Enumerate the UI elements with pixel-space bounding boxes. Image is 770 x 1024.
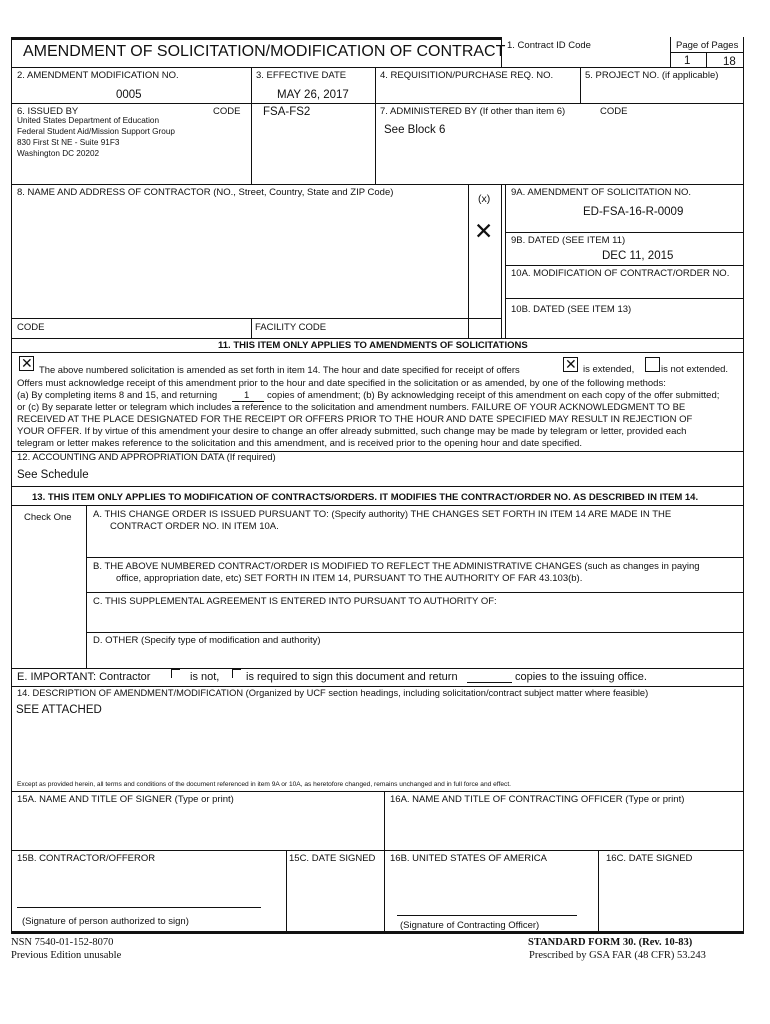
issuer-address-line: 830 First St NE - Suite 91F3 <box>17 138 120 147</box>
issuer-code: FSA-FS2 <box>263 106 311 118</box>
page-number: 1 <box>684 55 691 67</box>
rule <box>706 52 707 68</box>
nsn-number: NSN 7540-01-152-8070 <box>11 937 114 948</box>
is-required-label: is required to sign this document and return <box>246 671 458 683</box>
rule <box>251 318 252 338</box>
rule <box>384 791 385 933</box>
check-mark-icon: ✕ <box>21 355 33 371</box>
rule <box>86 592 744 593</box>
not-extended-label: is not extended. <box>661 364 729 375</box>
accounting-label: 12. ACCOUNTING AND APPROPRIATION DATA (If required) <box>17 452 276 463</box>
date-signed-15c-label: 15C. DATE SIGNED <box>289 853 376 864</box>
rule <box>286 850 287 933</box>
administered-code-label: CODE <box>600 106 628 117</box>
bottom-border <box>11 931 744 934</box>
item13-c-text: C. THIS SUPPLEMENTAL AGREEMENT IS ENTERED INTO PURSUANT TO AUTHORITY OF: <box>93 596 497 607</box>
copies-value: 1 <box>244 390 250 401</box>
effective-date: MAY 26, 2017 <box>277 89 349 101</box>
rule <box>11 318 501 319</box>
is-extended-label: is extended, <box>583 364 635 375</box>
officer-signature-line[interactable] <box>397 915 577 916</box>
rule <box>86 505 87 668</box>
page-total: 18 <box>723 56 736 68</box>
code-label: CODE <box>17 322 45 333</box>
item11-text: RECEIVED AT THE PLACE DESIGNATED FOR THE RECEIPT OR OFFERS PRIOR TO THE HOUR AND DATE SPECIFIED MAY RESULT IN REJECTION OF <box>17 414 693 425</box>
rule <box>468 184 469 338</box>
item11-text: telegram or letter makes reference to the solicitation and this amendment, and is received prior to the opening hour and date specified. <box>17 438 583 449</box>
signature-officer-caption: (Signature of Contracting Officer) <box>400 920 540 931</box>
issuer-address-line: United States Department of Education <box>17 116 159 125</box>
prescribed-by: Prescribed by GSA FAR (48 CFR) 53.243 <box>529 950 706 961</box>
rule <box>11 850 744 851</box>
code-label: CODE <box>213 106 241 117</box>
copies-tail: copies to the issuing office. <box>515 671 647 683</box>
usa-label: 16B. UNITED STATES OF AMERICA <box>390 853 547 864</box>
rule <box>505 184 506 338</box>
top-border <box>11 37 501 40</box>
check-one-label: Check One <box>24 512 72 523</box>
facility-code-label: FACILITY CODE <box>255 322 327 333</box>
rule <box>505 265 744 266</box>
check-mark-icon: ✕ <box>565 356 577 372</box>
officer-name-label: 16A. NAME AND TITLE OF CONTRACTING OFFICER (Type or print) <box>390 794 685 805</box>
description-value: SEE ATTACHED <box>16 704 102 716</box>
item13-a-text: A. THIS CHANGE ORDER IS ISSUED PURSUANT TO: (Specify authority) THE CHANGES SET FORTH IN ITEM 14 ARE MADE IN THE <box>93 509 672 520</box>
x-mark-icon: ✕ <box>474 218 494 244</box>
rule <box>11 184 744 185</box>
item13-a-text: CONTRACT ORDER NO. IN ITEM 10A. <box>110 521 279 532</box>
item13-d-text: D. OTHER (Specify type of modification and authority) <box>93 635 321 646</box>
amendment-no-label: 2. AMENDMENT MODIFICATION NO. <box>17 70 179 81</box>
right-border <box>743 37 744 933</box>
rule <box>86 632 744 633</box>
not-extended-checkbox[interactable] <box>645 357 660 372</box>
item11-heading: 11. THIS ITEM ONLY APPLIES TO AMENDMENTS OF SOLICITATIONS <box>218 340 528 351</box>
previous-edition: Previous Edition unusable <box>11 950 122 961</box>
rule <box>11 668 744 669</box>
rule <box>598 850 599 933</box>
pages-label: Page of Pages <box>676 40 739 51</box>
rule <box>580 67 581 103</box>
rule <box>11 338 744 339</box>
dated-9b-label: 9B. DATED (SEE ITEM 11) <box>511 235 626 246</box>
rule <box>11 791 744 792</box>
item11-text: copies of amendment; (b) By acknowledging receipt of this amendment on each copy of the offer submitted; <box>267 390 720 401</box>
item13-b-text: B. THE ABOVE NUMBERED CONTRACT/ORDER IS MODIFIED TO REFLECT THE ADMINISTRATIVE CHANGES (such as changes in paying <box>93 561 700 572</box>
date-signed-16c-label: 16C. DATE SIGNED <box>606 853 693 864</box>
item13-b-text: office, appropriation date, etc) SET FORTH IN ITEM 14, PURSUANT TO THE AUTHORITY OF FAR 43.103(b). <box>116 573 583 584</box>
mod-contract-label: 10A. MODIFICATION OF CONTRACT/ORDER NO. <box>511 268 730 279</box>
form-number: STANDARD FORM 30. (Rev. 10-83) <box>528 937 693 948</box>
item11-text: YOUR OFFER. If by virtue of this amendment your desire to change an offer already submitted, such change may be made by telegram or letter, provided each <box>17 426 687 437</box>
contract-id-label: 1. Contract ID Code <box>507 40 591 51</box>
issued-by-label: 6. ISSUED BY <box>17 106 79 117</box>
item13-heading: 13. THIS ITEM ONLY APPLIES TO MODIFICATION OF CONTRACTS/ORDERS. IT MODIFIES THE CONTRACT/ORDER NO. AS DESCRIBED IN ITEM 14. <box>32 492 699 503</box>
issuer-address-line: Washington DC 20202 <box>17 149 100 158</box>
rule <box>505 298 744 299</box>
rule <box>505 232 744 233</box>
rule <box>251 67 252 184</box>
item11-text: or (c) By separate letter or telegram which includes a reference to the solicitation and amendment numbers. FAILURE OF YOUR ACKNOWLEDGMENT TO BE <box>17 402 686 413</box>
copies-blank[interactable] <box>467 682 512 683</box>
rule <box>375 67 376 184</box>
rule <box>670 52 744 53</box>
dated-10b-label: 10B. DATED (SEE ITEM 13) <box>511 304 632 315</box>
administered-label: 7. ADMINISTERED BY (If other than item 6) <box>380 106 566 117</box>
rule <box>11 686 744 687</box>
contractor-offeror-label: 15B. CONTRACTOR/OFFEROR <box>17 853 156 864</box>
rule <box>11 103 744 104</box>
is-required-checkbox[interactable] <box>232 669 241 678</box>
contractor-signature-line[interactable] <box>17 907 261 908</box>
signer-name-label: 15A. NAME AND TITLE OF SIGNER (Type or print) <box>17 794 234 805</box>
dated-9b: DEC 11, 2015 <box>602 250 674 262</box>
project-label: 5. PROJECT NO. (if applicable) <box>585 70 719 81</box>
effective-date-label: 3. EFFECTIVE DATE <box>256 70 347 81</box>
rule <box>11 486 744 487</box>
accounting-value: See Schedule <box>17 469 89 481</box>
rule <box>11 67 744 68</box>
important-lead: E. IMPORTANT: Contractor <box>17 671 151 683</box>
item11-text: Offers must acknowledge receipt of this amendment prior to the hour and date specified in the solicitation or as amended, by one of the following methods: <box>17 378 666 389</box>
rule <box>11 352 744 353</box>
requisition-label: 4. REQUISITION/PURCHASE REQ. NO. <box>380 70 554 81</box>
form-title: AMENDMENT OF SOLICITATION/MODIFICATION OF CONTRACT <box>23 43 506 60</box>
amendment-no: 0005 <box>116 89 142 101</box>
x-column-label: (x) <box>478 193 491 205</box>
administered-value: See Block 6 <box>384 124 446 136</box>
is-not-label: is not, <box>190 671 220 683</box>
issuer-address-line: Federal Student Aid/Mission Support Group <box>17 127 175 136</box>
is-not-checkbox[interactable] <box>171 669 180 678</box>
rule <box>501 184 502 338</box>
rule <box>670 37 671 68</box>
rule <box>11 505 744 506</box>
contractor-label: 8. NAME AND ADDRESS OF CONTRACTOR (NO., Street, Country, State and ZIP Code) <box>17 187 394 198</box>
rule <box>86 557 744 558</box>
amend-solicitation-no: ED-FSA-16-R-0009 <box>583 206 684 218</box>
item11-sentence: The above numbered solicitation is amended as set forth in item 14. The hour and date specified for receipt of offers <box>39 364 520 375</box>
item11-text: (a) By completing items 8 and 15, and returning <box>17 390 218 401</box>
amend-solicitation-label: 9A. AMENDMENT OF SOLICITATION NO. <box>511 187 691 198</box>
signature-person-caption: (Signature of person authorized to sign) <box>22 916 189 927</box>
except-text: Except as provided herein, all terms and conditions of the document referenced in item 9A or 10A, as heretofore changed, remains unchanged and in full force and effect. <box>17 781 511 788</box>
description-label: 14. DESCRIPTION OF AMENDMENT/MODIFICATION (Organized by UCF section headings, including solicitation/contract subject matter where feasible) <box>17 688 649 698</box>
left-border <box>11 37 12 933</box>
